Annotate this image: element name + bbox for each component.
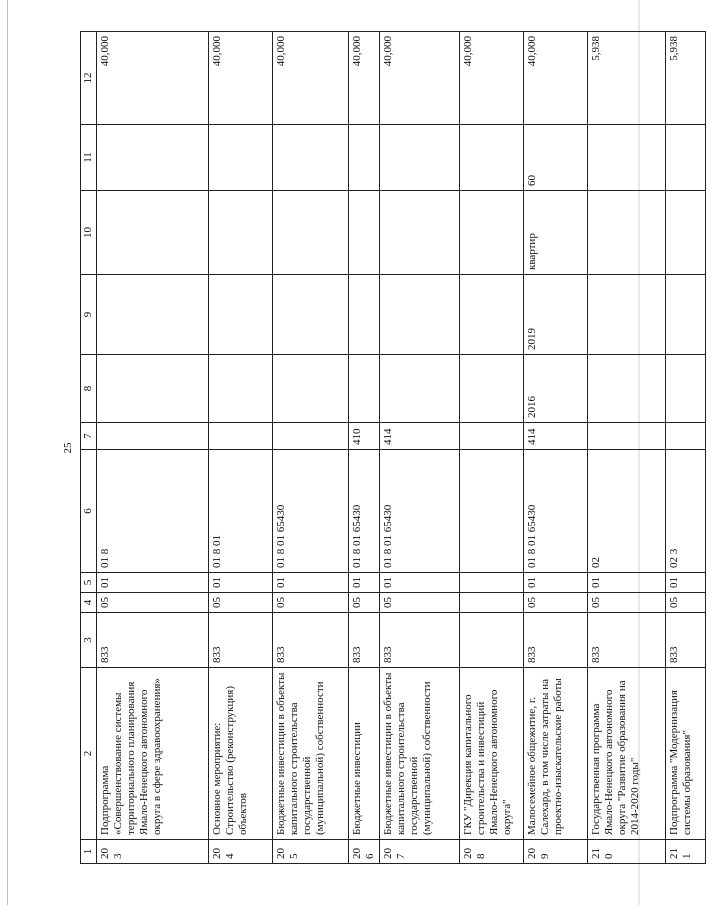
rotated-page bbox=[62, 32, 693, 864]
header-row bbox=[81, 32, 97, 864]
section-code: 05 bbox=[97, 593, 209, 613]
column-header: 5 bbox=[81, 573, 97, 593]
item-name: Бюджетные инвестиции в объекты капитального строительства государственной (муниципальной) собственности bbox=[380, 668, 460, 840]
grbs-code: 833 bbox=[273, 613, 349, 668]
expense-type bbox=[460, 423, 524, 450]
column-header: 4 bbox=[81, 593, 97, 613]
column-header: 1 bbox=[81, 840, 97, 864]
start-year bbox=[666, 355, 706, 423]
capacity bbox=[588, 125, 666, 191]
expense-type bbox=[273, 423, 349, 450]
subsection-code bbox=[460, 573, 524, 593]
amount: 5,938 bbox=[666, 32, 706, 125]
end-year bbox=[588, 275, 666, 355]
item-name: Основное мероприятие: Строительство (реконструкция) объектов bbox=[209, 668, 273, 840]
target-article: 01 8 01 65430 bbox=[273, 450, 349, 573]
amount: 5,938 bbox=[588, 32, 666, 125]
grbs-code: 833 bbox=[666, 613, 706, 668]
capacity bbox=[380, 125, 460, 191]
column-header: 2 bbox=[81, 668, 97, 840]
item-name: ГКУ "Дирекция капитального строительства и инвестиций Ямало-Ненецкого автономного округа" bbox=[460, 668, 524, 840]
start-year bbox=[97, 355, 209, 423]
end-year: 2019 bbox=[524, 275, 588, 355]
section-code: 05 bbox=[588, 593, 666, 613]
subsection-code: 01 bbox=[273, 573, 349, 593]
section-code: 05 bbox=[380, 593, 460, 613]
amount: 40,000 bbox=[380, 32, 460, 125]
start-year bbox=[588, 355, 666, 423]
section-code: 05 bbox=[349, 593, 380, 613]
column-header: 8 bbox=[81, 355, 97, 423]
end-year bbox=[97, 275, 209, 355]
unit bbox=[380, 191, 460, 275]
amount: 40,000 bbox=[524, 32, 588, 125]
amount: 40,000 bbox=[460, 32, 524, 125]
target-article: 02 bbox=[588, 450, 666, 573]
item-name: Подпрограмма «Совершенствование системы территориального планирования Ямало-Ненецкого автономного округа в сфере здравоохранения» bbox=[97, 668, 209, 840]
capacity bbox=[97, 125, 209, 191]
row-number: 210 bbox=[588, 840, 666, 864]
end-year bbox=[273, 275, 349, 355]
grbs-code: 833 bbox=[209, 613, 273, 668]
table-body bbox=[81, 32, 706, 864]
column-header: 11 bbox=[81, 125, 97, 191]
subsection-code: 01 bbox=[209, 573, 273, 593]
table-row bbox=[209, 32, 273, 864]
grbs-code: 833 bbox=[524, 613, 588, 668]
table-row bbox=[380, 32, 460, 864]
subsection-code: 01 bbox=[380, 573, 460, 593]
unit bbox=[666, 191, 706, 275]
item-name: Бюджетные инвестиции в объекты капитального строительства государственной (муниципальной) собственности bbox=[273, 668, 349, 840]
capacity: 60 bbox=[524, 125, 588, 191]
unit bbox=[209, 191, 273, 275]
row-number: 209 bbox=[524, 840, 588, 864]
subsection-code: 01 bbox=[666, 573, 706, 593]
expense-type: 414 bbox=[524, 423, 588, 450]
expense-type bbox=[209, 423, 273, 450]
page-number: 25 bbox=[62, 442, 74, 454]
capacity bbox=[209, 125, 273, 191]
row-number: 203 bbox=[97, 840, 209, 864]
section-code: 05 bbox=[524, 593, 588, 613]
item-name: Государственная программа Ямало-Ненецкого автономного округа "Развитие образования на 2014-2020 годы" bbox=[588, 668, 666, 840]
table-row bbox=[460, 32, 524, 864]
grbs-code bbox=[460, 613, 524, 668]
end-year bbox=[349, 275, 380, 355]
amount: 40,000 bbox=[273, 32, 349, 125]
expense-type bbox=[666, 423, 706, 450]
capacity bbox=[460, 125, 524, 191]
budget-table bbox=[80, 31, 706, 864]
row-number: 204 bbox=[209, 840, 273, 864]
column-header: 9 bbox=[81, 275, 97, 355]
start-year bbox=[273, 355, 349, 423]
target-article: 02 3 bbox=[666, 450, 706, 573]
target-article: 01 8 01 65430 bbox=[524, 450, 588, 573]
row-number: 206 bbox=[349, 840, 380, 864]
unit bbox=[349, 191, 380, 275]
start-year: 2016 bbox=[524, 355, 588, 423]
binding-edge bbox=[7, 0, 8, 905]
unit: квартир bbox=[524, 191, 588, 275]
start-year bbox=[349, 355, 380, 423]
unit bbox=[588, 191, 666, 275]
target-article bbox=[460, 450, 524, 573]
capacity bbox=[666, 125, 706, 191]
target-article: 01 8 01 bbox=[209, 450, 273, 573]
target-article: 01 8 01 65430 bbox=[349, 450, 380, 573]
grbs-code: 833 bbox=[349, 613, 380, 668]
subsection-code: 01 bbox=[97, 573, 209, 593]
amount: 40,000 bbox=[349, 32, 380, 125]
item-name: Малосемейное общежитие, г. Салехард, в том числе затраты на проектно-изыскательские работы bbox=[524, 668, 588, 840]
grbs-code: 833 bbox=[380, 613, 460, 668]
item-name: Бюджетные инвестиции bbox=[349, 668, 380, 840]
table-row bbox=[97, 32, 209, 864]
row-number: 208 bbox=[460, 840, 524, 864]
subsection-code: 01 bbox=[349, 573, 380, 593]
table-row bbox=[273, 32, 349, 864]
section-code: 05 bbox=[273, 593, 349, 613]
unit bbox=[460, 191, 524, 275]
start-year bbox=[209, 355, 273, 423]
table-row bbox=[524, 32, 588, 864]
row-number: 211 bbox=[666, 840, 706, 864]
start-year bbox=[460, 355, 524, 423]
end-year bbox=[380, 275, 460, 355]
unit bbox=[97, 191, 209, 275]
amount: 40,000 bbox=[209, 32, 273, 125]
expense-type: 410 bbox=[349, 423, 380, 450]
amount: 40,000 bbox=[97, 32, 209, 125]
table-row bbox=[588, 32, 666, 864]
item-name: Подпрограмма "Модернизация системы образования" bbox=[666, 668, 706, 840]
row-number: 207 bbox=[380, 840, 460, 864]
table-row bbox=[349, 32, 380, 864]
column-header: 10 bbox=[81, 191, 97, 275]
expense-type: 414 bbox=[380, 423, 460, 450]
unit bbox=[273, 191, 349, 275]
capacity bbox=[349, 125, 380, 191]
capacity bbox=[273, 125, 349, 191]
table-row bbox=[666, 32, 706, 864]
expense-type bbox=[97, 423, 209, 450]
row-number: 205 bbox=[273, 840, 349, 864]
grbs-code: 833 bbox=[97, 613, 209, 668]
column-header: 12 bbox=[81, 32, 97, 125]
target-article: 01 8 01 65430 bbox=[380, 450, 460, 573]
subsection-code: 01 bbox=[524, 573, 588, 593]
end-year bbox=[460, 275, 524, 355]
column-header: 3 bbox=[81, 613, 97, 668]
grbs-code: 833 bbox=[588, 613, 666, 668]
expense-type bbox=[588, 423, 666, 450]
column-header: 7 bbox=[81, 423, 97, 450]
subsection-code: 01 bbox=[588, 573, 666, 593]
section-code: 05 bbox=[666, 593, 706, 613]
section-code: 05 bbox=[209, 593, 273, 613]
section-code bbox=[460, 593, 524, 613]
column-header: 6 bbox=[81, 450, 97, 573]
start-year bbox=[380, 355, 460, 423]
end-year bbox=[666, 275, 706, 355]
target-article: 01 8 bbox=[97, 450, 209, 573]
end-year bbox=[209, 275, 273, 355]
